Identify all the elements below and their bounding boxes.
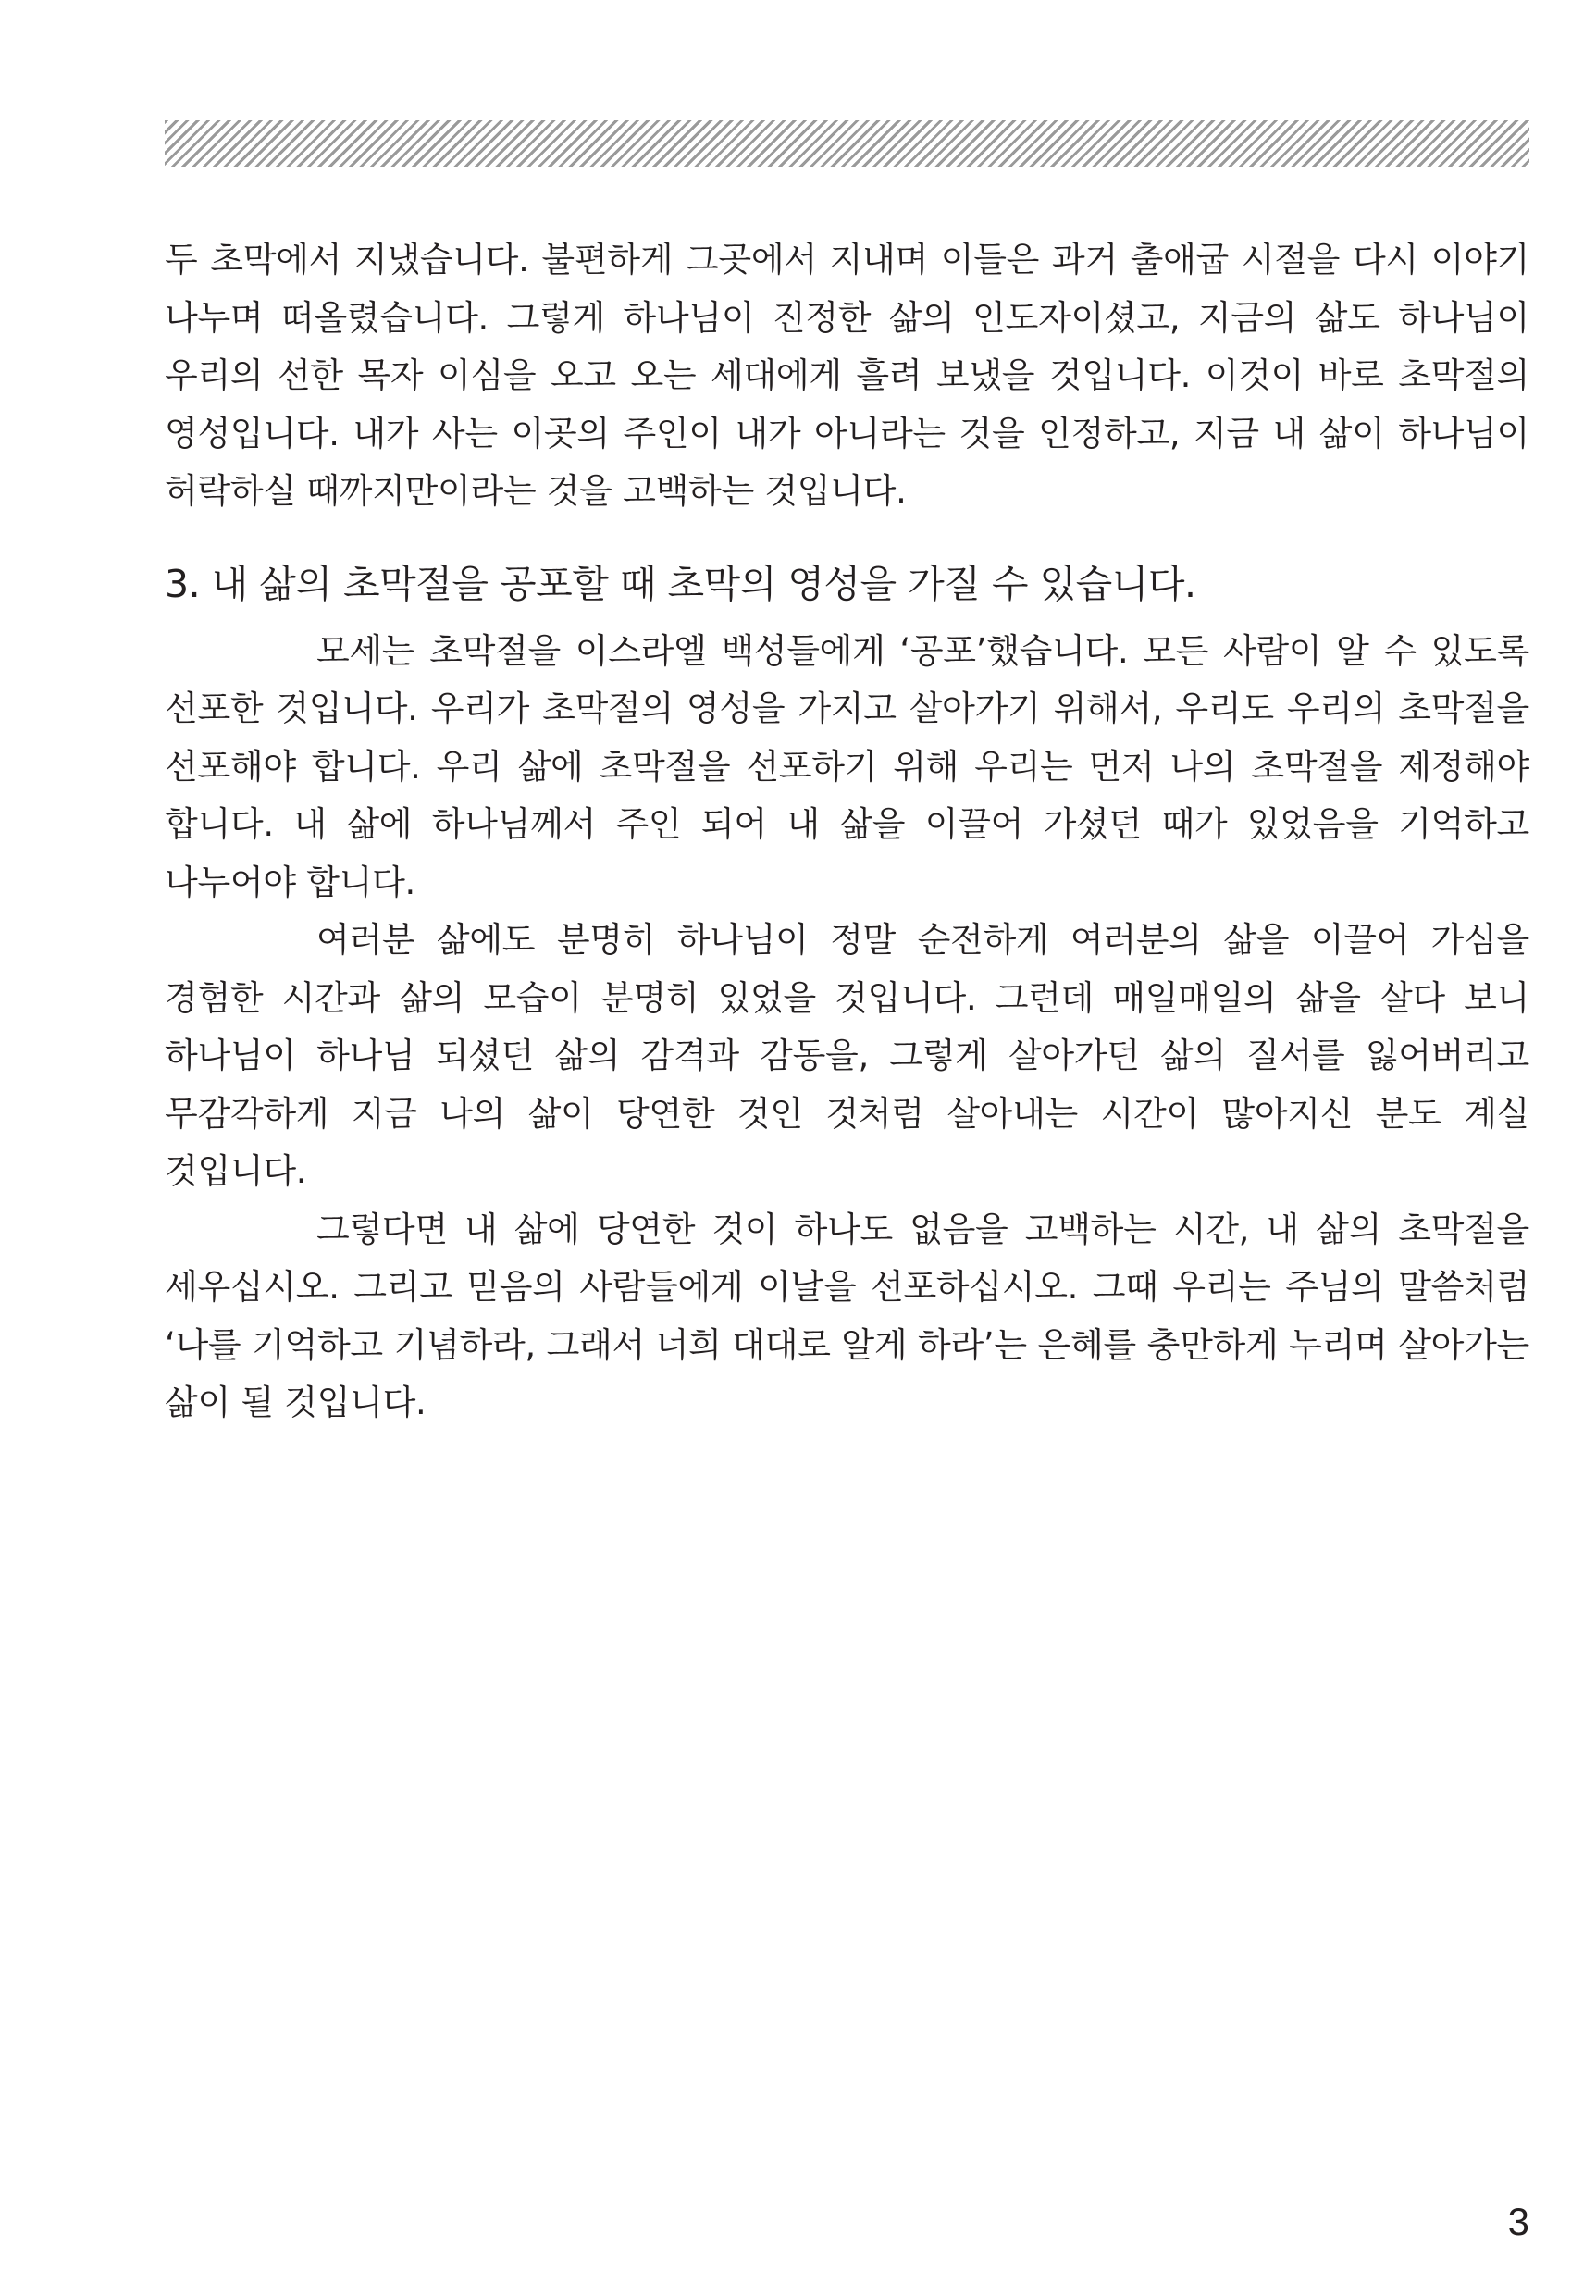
page-number: 3 — [1507, 2200, 1529, 2243]
page-body — [165, 231, 1529, 1433]
body-paragraph-2: 모세는 초막절을 이스라엘 백성들에게 ‘공포’했습니다. 모든 사람이 알 수 있도록 선포한 것입니다. 우리가 초막절의 영성을 가지고 살아가기 위해서, 우리도 우리의 초막절을 선포해야 합니다. 우리 삶에 초막절을 선포하기 위해 우리는 먼저 나의 초막절을 제정해야 합니다. 내 삶에 하나님께서 주인 되어 내 삶을 이끌어 가셨던 때가 있었음을 기억하고 나누어야 합니다. — [165, 630, 1529, 902]
section-heading: 3. 내 삶의 초막절을 공포할 때 초막의 영성을 가질 수 있습니다. — [165, 561, 1196, 606]
decorative-hatch-bar — [165, 120, 1529, 167]
body-paragraph-1: 두 초막에서 지냈습니다. 불편하게 그곳에서 지내며 이들은 과거 출애굽 시절을 다시 이야기 나누며 떠올렸습니다. 그렇게 하나님이 진정한 삶의 인도자이셨고, 지금의 삶도 하나님이 우리의 선한 목자 이심을 오고 오는 세대에게 흘려 보냈을 것입니다. 이것이 바로 초막절의 영성입니다. 내가 사는 이곳의 주인이 내가 아니라는 것을 인정하고, 지금 내 삶이 하나님이 허락하실 때까지만이라는 것을 고백하는 것입니다. — [165, 240, 1529, 511]
body-paragraph-3: 여러분 삶에도 분명히 하나님이 정말 순전하게 여러분의 삶을 이끌어 가심을 경험한 시간과 삶의 모습이 분명히 있었을 것입니다. 그런데 매일매일의 삶을 살다 보니 하나님이 하나님 되셨던 삶의 감격과 감동을, 그렇게 살아가던 삶의 질서를 잃어버리고 무감각하게 지금 나의 삶이 당연한 것인 것처럼 살아내는 시간이 많아지신 분도 계실 것입니다. — [165, 920, 1529, 1191]
body-paragraph-4: 그렇다면 내 삶에 당연한 것이 하나도 없음을 고백하는 시간, 내 삶의 초막절을 세우십시오. 그리고 믿음의 사람들에게 이날을 선포하십시오. 그때 우리는 주님의 말씀처럼 ‘나를 기억하고 기념하라, 그래서 너희 대대로 알게 하라’는 은혜를 충만하게 누리며 살아가는 삶이 될 것입니다. — [165, 1209, 1529, 1422]
